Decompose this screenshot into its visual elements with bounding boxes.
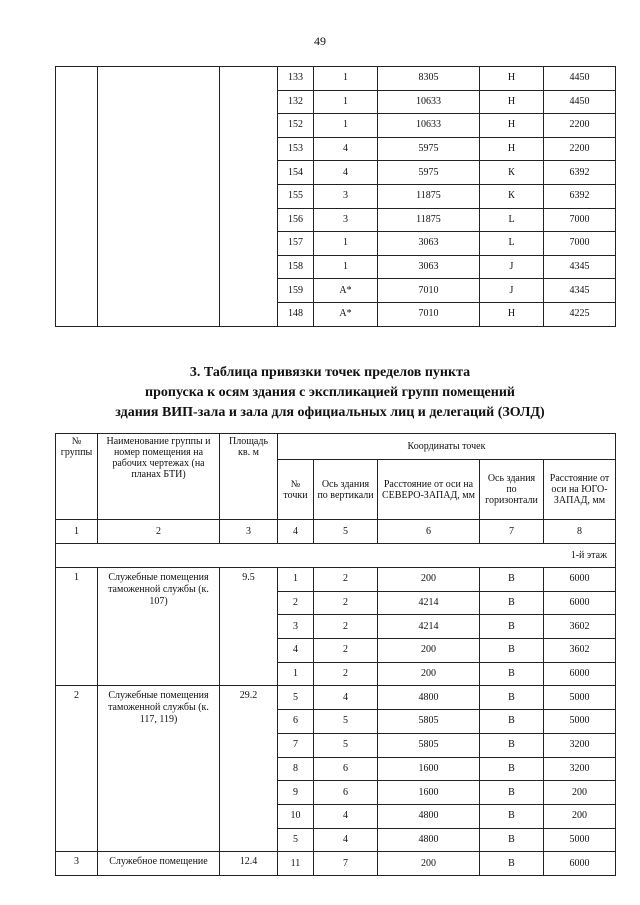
column-number: 4 [278, 520, 314, 544]
table-row [56, 67, 616, 91]
cell-v-axis: 1 [314, 114, 378, 138]
cell-v-axis: 1 [314, 255, 378, 279]
group-area: 12.4 [220, 852, 278, 876]
continued-coordinates-table [55, 66, 616, 327]
cell-v-axis: 7 [314, 852, 378, 876]
column-numbers-row [56, 520, 616, 544]
group-number: 1 [56, 568, 98, 686]
cell-dist-sw: 6000 [544, 591, 616, 615]
zold-coordinates-table [55, 433, 616, 876]
cell-dist-nw: 4214 [378, 615, 480, 639]
cell-dist-sw: 4450 [544, 90, 616, 114]
cell-point: 133 [278, 67, 314, 91]
column-number: 7 [480, 520, 544, 544]
cell-dist-nw: 7010 [378, 302, 480, 326]
group-area: 29.2 [220, 686, 278, 852]
column-number: 1 [56, 520, 98, 544]
cell-v-axis: 5 [314, 733, 378, 757]
cell-dist-nw: 4800 [378, 686, 480, 710]
cell-dist-sw: 7000 [544, 208, 616, 232]
cell-v-axis: А* [314, 302, 378, 326]
cell-dist-sw: 6000 [544, 852, 616, 876]
cell-v-axis: 1 [314, 232, 378, 256]
cell-point: 1 [278, 568, 314, 592]
cell-dist-sw: 4345 [544, 279, 616, 303]
cell-v-axis: 2 [314, 662, 378, 686]
cell-dist-nw: 3063 [378, 255, 480, 279]
cell-dist-sw: 3602 [544, 639, 616, 663]
cell-dist-sw: 200 [544, 804, 616, 828]
cell-h-axis: Н [480, 137, 544, 161]
cell-v-axis: 2 [314, 568, 378, 592]
cell-h-axis: Н [480, 90, 544, 114]
cell-v-axis: 3 [314, 208, 378, 232]
cell-point: 157 [278, 232, 314, 256]
cell-dist-nw: 5805 [378, 710, 480, 734]
cell-h-axis: В [480, 710, 544, 734]
cell-dist-sw: 3200 [544, 733, 616, 757]
cell-dist-nw: 5975 [378, 137, 480, 161]
cell-h-axis: В [480, 686, 544, 710]
cell-h-axis: Н [480, 67, 544, 91]
cell-point: 158 [278, 255, 314, 279]
cell-point: 5 [278, 686, 314, 710]
cell-dist-sw: 5000 [544, 710, 616, 734]
cell-dist-sw: 2200 [544, 137, 616, 161]
cell-point: 2 [278, 591, 314, 615]
cell-h-axis: В [480, 639, 544, 663]
section-title [40, 363, 620, 423]
cell-h-axis: К [480, 161, 544, 185]
cell-dist-nw: 11875 [378, 184, 480, 208]
header-group-no: № группы [56, 434, 98, 520]
cell-dist-sw: 3602 [544, 615, 616, 639]
cell-v-axis: 3 [314, 184, 378, 208]
cell-h-axis: В [480, 733, 544, 757]
cell-h-axis: L [480, 232, 544, 256]
empty-group-cell [56, 67, 98, 327]
cell-v-axis: 1 [314, 67, 378, 91]
cell-dist-sw: 4450 [544, 67, 616, 91]
cell-dist-nw: 3063 [378, 232, 480, 256]
cell-dist-sw: 6000 [544, 568, 616, 592]
cell-dist-nw: 200 [378, 662, 480, 686]
column-number: 8 [544, 520, 616, 544]
cell-dist-nw: 200 [378, 568, 480, 592]
cell-dist-sw: 7000 [544, 232, 616, 256]
cell-dist-nw: 10633 [378, 90, 480, 114]
cell-h-axis: В [480, 591, 544, 615]
cell-point: 9 [278, 781, 314, 805]
cell-v-axis: 2 [314, 615, 378, 639]
cell-point: 153 [278, 137, 314, 161]
cell-v-axis: 2 [314, 639, 378, 663]
section-title-line-2: пропуска к осям здания с экспликацией групп помещений [145, 385, 515, 400]
cell-v-axis: 4 [314, 804, 378, 828]
cell-point: 3 [278, 615, 314, 639]
cell-v-axis: 6 [314, 781, 378, 805]
cell-dist-nw: 4214 [378, 591, 480, 615]
cell-h-axis: В [480, 568, 544, 592]
cell-v-axis: 4 [314, 828, 378, 852]
cell-dist-sw: 5000 [544, 828, 616, 852]
cell-point: 11 [278, 852, 314, 876]
cell-dist-nw: 8305 [378, 67, 480, 91]
cell-point: 159 [278, 279, 314, 303]
cell-dist-sw: 5000 [544, 686, 616, 710]
cell-dist-nw: 4800 [378, 804, 480, 828]
header-coords: Координаты точек [278, 434, 616, 460]
cell-point: 152 [278, 114, 314, 138]
cell-h-axis: J [480, 255, 544, 279]
cell-v-axis: 4 [314, 686, 378, 710]
cell-v-axis: 6 [314, 757, 378, 781]
floor-label: 1-й этаж [56, 544, 616, 568]
cell-dist-nw: 5805 [378, 733, 480, 757]
cell-dist-nw: 11875 [378, 208, 480, 232]
cell-h-axis: В [480, 781, 544, 805]
cell-h-axis: Н [480, 302, 544, 326]
group-name: Служебное помещение [98, 852, 220, 876]
header-point-no: № точки [278, 460, 314, 520]
page-number: 49 [314, 34, 326, 48]
table-row [56, 852, 616, 876]
cell-v-axis: 4 [314, 137, 378, 161]
empty-area-cell [220, 67, 278, 327]
cell-dist-nw: 1600 [378, 781, 480, 805]
column-number: 2 [98, 520, 220, 544]
cell-point: 156 [278, 208, 314, 232]
cell-point: 5 [278, 828, 314, 852]
cell-point: 6 [278, 710, 314, 734]
header-dist-sw: Расстояние от оси на ЮГО-ЗАПАД, мм [544, 460, 616, 520]
cell-h-axis: J [480, 279, 544, 303]
cell-dist-nw: 7010 [378, 279, 480, 303]
cell-dist-nw: 200 [378, 852, 480, 876]
cell-h-axis: В [480, 615, 544, 639]
section-title-line-1: 3. Таблица привязки точек пределов пункта [189, 365, 471, 380]
cell-point: 4 [278, 639, 314, 663]
cell-h-axis: Н [480, 114, 544, 138]
header-dist-nw: Расстояние от оси на СЕВЕРО-ЗАПАД, мм [378, 460, 480, 520]
cell-point: 148 [278, 302, 314, 326]
cell-h-axis: К [480, 184, 544, 208]
cell-dist-sw: 200 [544, 781, 616, 805]
cell-h-axis: В [480, 804, 544, 828]
table-row [56, 568, 616, 592]
group-area: 9.5 [220, 568, 278, 686]
cell-v-axis: А* [314, 279, 378, 303]
cell-dist-sw: 6392 [544, 184, 616, 208]
header-h-axis: Ось здания по горизонтали [480, 460, 544, 520]
section-title-line-3: здания ВИП-зала и зала для официальных лиц и делегаций (ЗОЛД) [115, 405, 545, 420]
group-number: 2 [56, 686, 98, 852]
cell-dist-sw: 6392 [544, 161, 616, 185]
cell-dist-nw: 1600 [378, 757, 480, 781]
cell-h-axis: В [480, 757, 544, 781]
cell-dist-nw: 5975 [378, 161, 480, 185]
group-name: Служебные помещения таможенной службы (к. 107) [98, 568, 220, 686]
cell-h-axis: В [480, 662, 544, 686]
cell-v-axis: 4 [314, 161, 378, 185]
group-name: Служебные помещения таможенной службы (к. 117, 119) [98, 686, 220, 852]
cell-point: 1 [278, 662, 314, 686]
cell-point: 8 [278, 757, 314, 781]
cell-dist-sw: 6000 [544, 662, 616, 686]
cell-point: 10 [278, 804, 314, 828]
cell-dist-sw: 4345 [544, 255, 616, 279]
cell-h-axis: В [480, 852, 544, 876]
cell-h-axis: L [480, 208, 544, 232]
header-area: Площадь кв. м [220, 434, 278, 520]
cell-point: 7 [278, 733, 314, 757]
cell-point: 155 [278, 184, 314, 208]
header-v-axis: Ось здания по вертикали [314, 460, 378, 520]
column-number: 5 [314, 520, 378, 544]
cell-dist-nw: 10633 [378, 114, 480, 138]
cell-point: 154 [278, 161, 314, 185]
cell-dist-nw: 200 [378, 639, 480, 663]
cell-v-axis: 2 [314, 591, 378, 615]
empty-name-cell [98, 67, 220, 327]
cell-v-axis: 1 [314, 90, 378, 114]
column-number: 3 [220, 520, 278, 544]
cell-dist-nw: 4800 [378, 828, 480, 852]
table-row [56, 686, 616, 710]
group-number: 3 [56, 852, 98, 876]
cell-dist-sw: 3200 [544, 757, 616, 781]
floor-row [56, 544, 616, 568]
header-name: Наименование группы и номер помещения на рабочих чертежах (на планах БТИ) [98, 434, 220, 520]
column-number: 6 [378, 520, 480, 544]
cell-h-axis: В [480, 828, 544, 852]
cell-dist-sw: 4225 [544, 302, 616, 326]
cell-point: 132 [278, 90, 314, 114]
cell-v-axis: 5 [314, 710, 378, 734]
cell-dist-sw: 2200 [544, 114, 616, 138]
